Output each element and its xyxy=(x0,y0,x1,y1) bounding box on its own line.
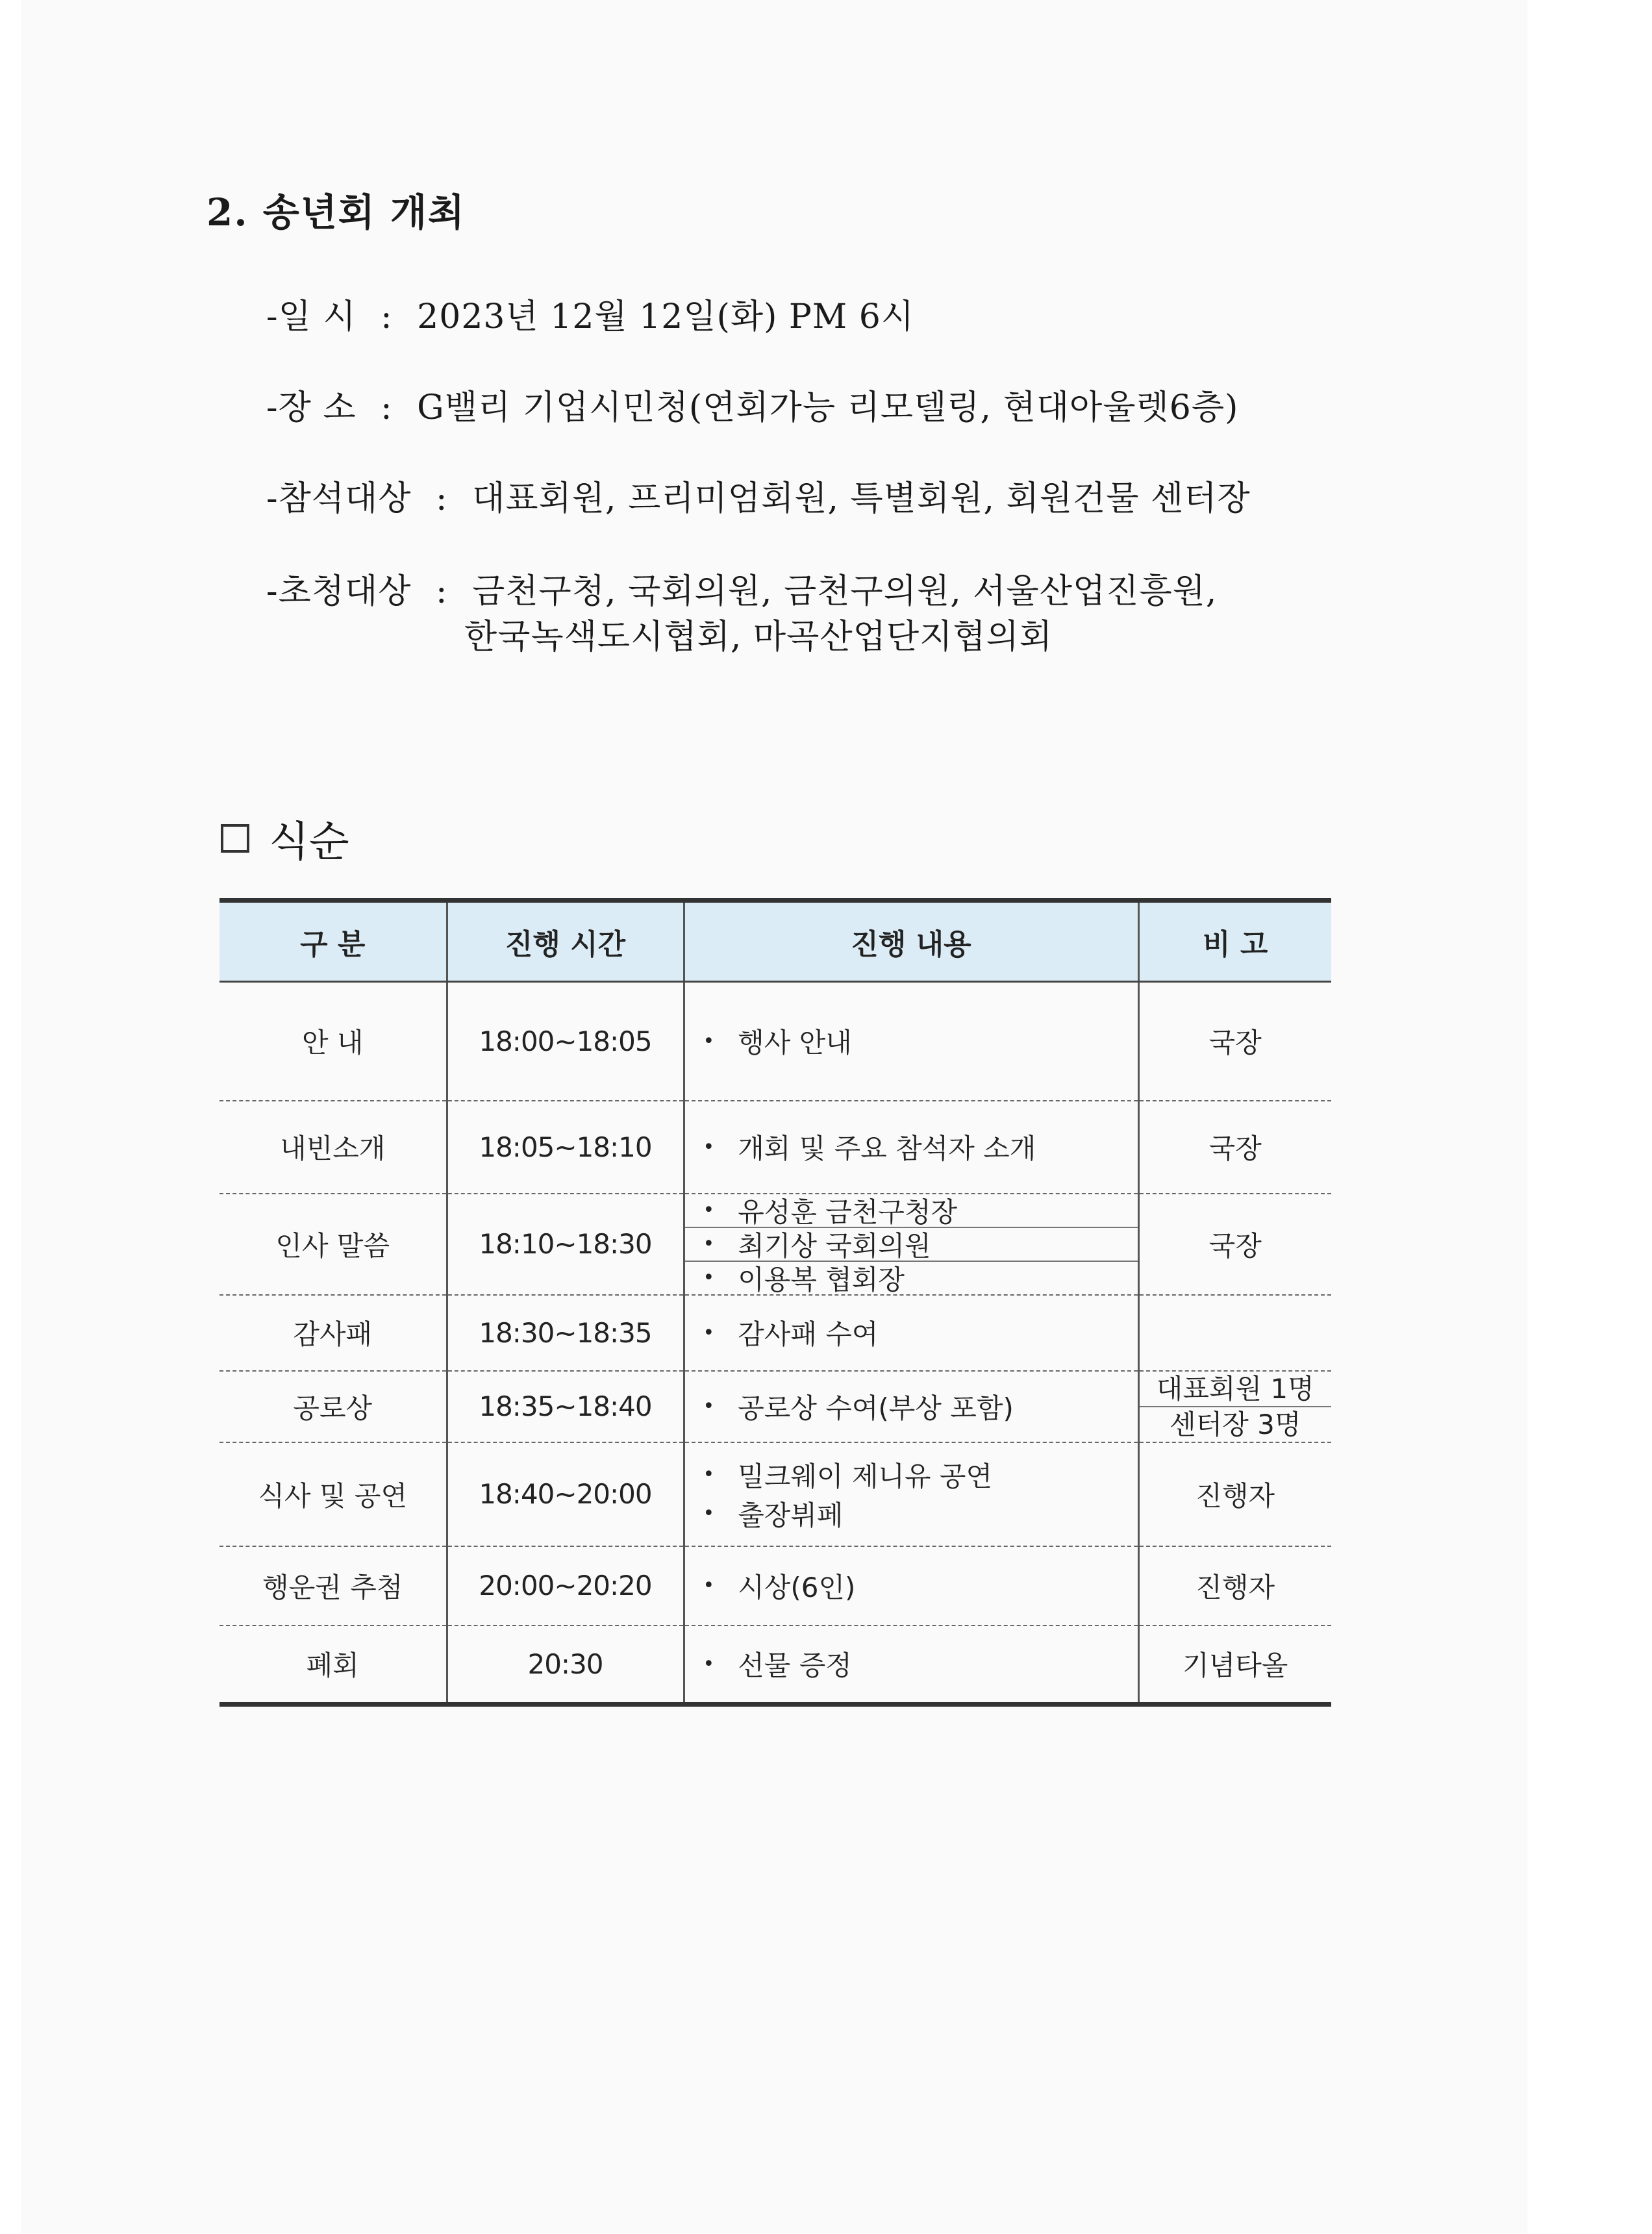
cell-note: 진행자 xyxy=(1138,1546,1331,1625)
info-place-value: G밸리 기업시민청(연회가능 리모델링, 현대아울렛6층) xyxy=(417,388,1239,427)
cell-content xyxy=(684,1625,1138,1705)
info-date xyxy=(266,289,914,338)
cell-time: 18:10~18:30 xyxy=(447,1194,684,1295)
section-title-text: 식순 xyxy=(269,818,349,866)
section-heading: 2. 송년회 개최 xyxy=(206,190,466,234)
cell-category: 폐회 xyxy=(219,1625,447,1705)
cell-category: 인사 말씀 xyxy=(219,1194,447,1295)
table-row xyxy=(219,982,1331,1101)
bullet-icon: • xyxy=(703,1199,715,1222)
cell-time: 18:35~18:40 xyxy=(447,1371,684,1442)
info-invited xyxy=(266,564,1217,612)
cell-category: 행운권 추첨 xyxy=(219,1546,447,1625)
cell-content xyxy=(684,1101,1138,1194)
header-category: 구 분 xyxy=(219,901,447,982)
content-sub-row xyxy=(685,1262,1138,1294)
cell-category: 식사 및 공연 xyxy=(219,1442,447,1546)
table-row xyxy=(219,1546,1331,1625)
header-note: 비 고 xyxy=(1138,901,1331,982)
bullet-icon: • xyxy=(703,1233,715,1255)
program-table xyxy=(219,898,1331,1707)
table-row xyxy=(219,1295,1331,1371)
info-invited-label: -초청대상 xyxy=(266,572,412,611)
bullet-icon: • xyxy=(703,1266,715,1289)
content-item: 출장뷔페 xyxy=(738,1499,844,1531)
bullet-icon: • xyxy=(703,1463,715,1486)
cell-time: 20:30 xyxy=(447,1625,684,1705)
content-item: 선물 증정 xyxy=(738,1650,852,1682)
bullet-icon: • xyxy=(703,1029,715,1053)
info-attendees xyxy=(266,471,1251,520)
info-attendees-label: -참석대상 xyxy=(266,479,412,518)
table-row xyxy=(219,1625,1331,1705)
cell-time: 18:05~18:10 xyxy=(447,1101,684,1194)
table-row xyxy=(219,1194,1331,1295)
info-attendees-value: 대표회원, 프리미엄회원, 특별회원, 회원건물 센터장 xyxy=(472,479,1251,518)
cell-note: 국장 xyxy=(1138,1194,1331,1295)
info-place-label: -장 소 xyxy=(266,388,357,427)
cell-note: 국장 xyxy=(1138,1101,1331,1194)
cell-time: 20:00~20:20 xyxy=(447,1546,684,1625)
bullet-icon: • xyxy=(703,1395,715,1418)
content-item: 감사패 수여 xyxy=(738,1318,879,1350)
info-date-label: -일 시 xyxy=(266,297,357,336)
content-item: 최기상 국회의원 xyxy=(738,1229,931,1262)
info-invited-value-line2: 한국녹색도시협회, 마곡산업단지협의회 xyxy=(464,618,1053,657)
cell-note: 국장 xyxy=(1138,982,1331,1101)
square-box-icon xyxy=(221,824,249,853)
section-title xyxy=(221,809,349,868)
content-item: 행사 안내 xyxy=(738,1027,852,1059)
table-row xyxy=(219,1442,1331,1546)
cell-content xyxy=(684,1194,1138,1295)
info-date-value: 2023년 12월 12일(화) PM 6시 xyxy=(417,297,915,336)
cell-category: 공로상 xyxy=(219,1371,447,1442)
content-sub-row xyxy=(685,1194,1138,1228)
cell-note: 진행자 xyxy=(1138,1442,1331,1546)
content-item: 개회 및 주요 참석자 소개 xyxy=(738,1133,1036,1164)
cell-content xyxy=(684,982,1138,1101)
content-sub-row xyxy=(685,1228,1138,1262)
cell-category: 감사패 xyxy=(219,1295,447,1371)
table-row xyxy=(219,1371,1331,1442)
info-separator: : xyxy=(436,572,448,611)
info-separator: : xyxy=(436,479,448,518)
bullet-icon: • xyxy=(703,1135,715,1159)
cell-category: 안 내 xyxy=(219,982,447,1101)
table-row xyxy=(219,1101,1331,1194)
cell-content xyxy=(684,1546,1138,1625)
info-invited-value-line1: 금천구청, 국회의원, 금천구의원, 서울산업진흥원, xyxy=(472,572,1218,611)
info-separator: : xyxy=(381,297,393,336)
content-item: 이용복 협회장 xyxy=(738,1263,905,1296)
note-sub-row: 대표회원 1명 xyxy=(1140,1372,1332,1407)
content-item: 시상(6인) xyxy=(738,1571,856,1603)
note-sub-row: 센터장 3명 xyxy=(1170,1408,1301,1440)
info-place xyxy=(266,380,1238,429)
cell-content xyxy=(684,1295,1138,1371)
header-content: 진행 내용 xyxy=(684,901,1138,982)
info-separator: : xyxy=(381,388,393,427)
cell-time: 18:00~18:05 xyxy=(447,982,684,1101)
header-time: 진행 시간 xyxy=(447,901,684,982)
cell-note xyxy=(1138,1371,1331,1442)
bullet-icon: • xyxy=(703,1502,715,1525)
cell-note: 기념타올 xyxy=(1138,1625,1331,1705)
content-item: 유성훈 금천구청장 xyxy=(738,1196,958,1228)
cell-time: 18:40~20:00 xyxy=(447,1442,684,1546)
bullet-icon: • xyxy=(703,1574,715,1597)
cell-time: 18:30~18:35 xyxy=(447,1295,684,1371)
content-item: 공로상 수여(부상 포함) xyxy=(738,1392,1014,1424)
cell-note xyxy=(1138,1295,1331,1371)
bullet-icon: • xyxy=(703,1321,715,1344)
content-item: 밀크웨이 제니유 공연 xyxy=(738,1460,993,1492)
table-header-row xyxy=(219,901,1331,982)
cell-content xyxy=(684,1371,1138,1442)
bullet-icon: • xyxy=(703,1652,715,1675)
cell-category: 내빈소개 xyxy=(219,1101,447,1194)
cell-content xyxy=(684,1442,1138,1546)
